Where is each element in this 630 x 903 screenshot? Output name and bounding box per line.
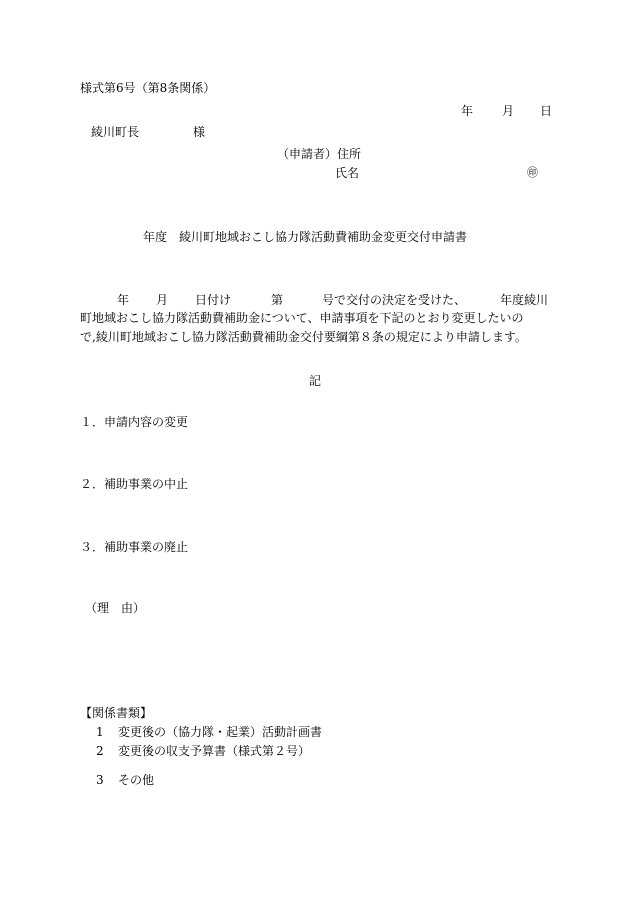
related-documents-heading: 【関係書類】 — [80, 706, 153, 720]
body-year: 年 — [117, 293, 130, 307]
form-number: 様式第6号（第8条関係） — [80, 81, 216, 95]
body-fiscal-year: 年度綾川 — [500, 293, 549, 307]
document-title: 年度 綾川町地域おこし協力隊活動費補助金変更交付申請書 — [143, 230, 468, 244]
applicant-address-label: （申請者）住所 — [277, 147, 362, 161]
seal-mark: ㊞ — [527, 166, 538, 179]
body-month: 月 — [156, 293, 169, 307]
body-line-3: で,綾川町地域おこし協力隊活動費補助金交付要綱第８条の規定により申請します。 — [80, 330, 527, 344]
addressee-honorific: 様 — [193, 125, 206, 139]
date-day-label: 日 — [540, 104, 553, 118]
addressee-name: 綾川町長 — [91, 125, 140, 139]
body-day: 日付け — [195, 293, 232, 307]
list-item: ２．補助事業の中止 — [80, 477, 189, 491]
applicant-name-label: 氏名 — [335, 166, 360, 180]
list-item-number: 1 — [96, 725, 104, 739]
ki-heading: 記 — [309, 374, 322, 388]
reason-label: （理 由） — [85, 601, 146, 615]
list-item: ３．補助事業の廃止 — [80, 540, 189, 554]
date-year-label: 年 — [461, 104, 474, 118]
list-item-number: 2 — [96, 744, 104, 758]
body-number-prefix: 第 — [271, 293, 284, 307]
list-item-text: 変更後の収支予算書（様式第２号） — [118, 744, 311, 758]
body-line-2: 町地域おこし協力隊活動費補助金について、申請事項を下記のとおり変更したいの — [80, 311, 524, 325]
body-number-suffix: 号で交付の決定を受けた、 — [322, 293, 467, 307]
list-item-number: 3 — [96, 773, 104, 787]
list-item: １．申請内容の変更 — [80, 415, 189, 429]
list-item-text: 変更後の（協力隊・起業）活動計画書 — [118, 725, 323, 739]
list-item-text: その他 — [118, 773, 155, 787]
date-month-label: 月 — [502, 104, 515, 118]
